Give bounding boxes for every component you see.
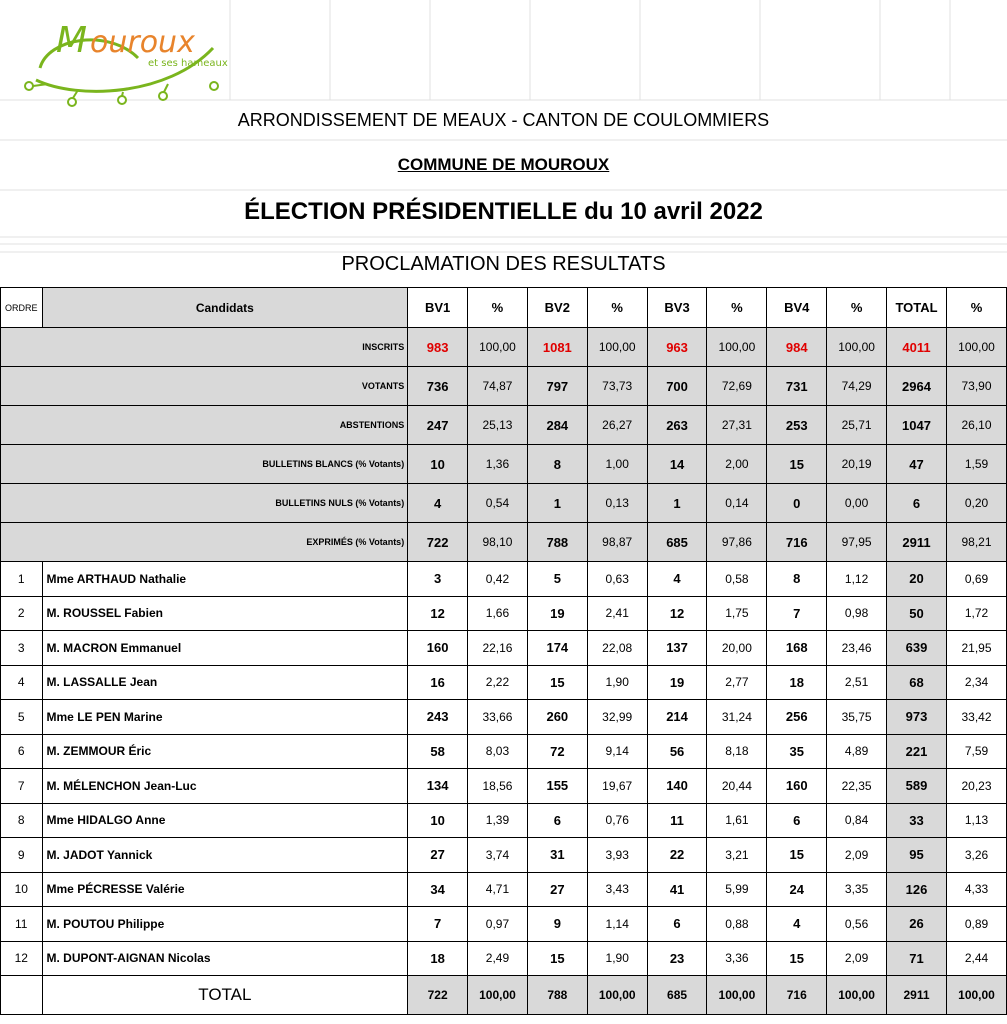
count-cell: 0: [767, 484, 827, 523]
count-cell: 3: [408, 562, 468, 597]
count-cell: 18: [408, 941, 468, 976]
percent-cell: 2,49: [468, 941, 528, 976]
column-header: BV2: [527, 288, 587, 328]
percent-cell: 1,90: [587, 941, 647, 976]
summary-row: [1, 367, 1007, 406]
percent-cell: 4,71: [468, 872, 528, 907]
percent-cell: 0,98: [827, 596, 887, 631]
candidate-name: M. JADOT Yannick: [42, 838, 408, 873]
count-cell: 15: [767, 445, 827, 484]
count-cell: 788: [527, 523, 587, 562]
percent-cell: 33,42: [946, 700, 1006, 735]
count-cell: 1: [647, 484, 707, 523]
candidate-name: Mme LE PEN Marine: [42, 700, 408, 735]
candidate-row: [1, 700, 1007, 735]
percent-cell: 0,97: [468, 907, 528, 942]
candidate-row: [1, 665, 1007, 700]
percent-cell: 27,31: [707, 406, 767, 445]
count-cell: 253: [767, 406, 827, 445]
total-percent-cell: 100,00: [707, 976, 767, 1015]
percent-cell: 22,08: [587, 631, 647, 666]
count-cell: 31: [527, 838, 587, 873]
candidate-order: 5: [1, 700, 43, 735]
count-cell: 2911: [887, 523, 947, 562]
summary-label: BULLETINS NULS (% Votants): [1, 484, 408, 523]
count-cell: 126: [887, 872, 947, 907]
percent-cell: 32,99: [587, 700, 647, 735]
count-cell: 716: [767, 523, 827, 562]
count-cell: 6: [887, 484, 947, 523]
percent-cell: 19,67: [587, 769, 647, 804]
count-cell: 6: [527, 803, 587, 838]
percent-cell: 98,10: [468, 523, 528, 562]
count-cell: 140: [647, 769, 707, 804]
count-cell: 736: [408, 367, 468, 406]
count-cell: 11: [647, 803, 707, 838]
count-cell: 4: [647, 562, 707, 597]
count-cell: 7: [408, 907, 468, 942]
percent-cell: 0,69: [946, 562, 1006, 597]
count-cell: 134: [408, 769, 468, 804]
count-cell: 7: [767, 596, 827, 631]
count-cell: 973: [887, 700, 947, 735]
percent-cell: 20,19: [827, 445, 887, 484]
count-cell: 1081: [527, 328, 587, 367]
table-header-row: [1, 288, 1007, 328]
percent-cell: 0,20: [946, 484, 1006, 523]
count-cell: 214: [647, 700, 707, 735]
percent-cell: 33,66: [468, 700, 528, 735]
percent-cell: 0,58: [707, 562, 767, 597]
count-cell: 4: [767, 907, 827, 942]
count-cell: 15: [767, 838, 827, 873]
total-count-cell: 716: [767, 976, 827, 1015]
candidate-row: [1, 838, 1007, 873]
count-cell: 685: [647, 523, 707, 562]
count-cell: 174: [527, 631, 587, 666]
count-cell: 260: [527, 700, 587, 735]
count-cell: 6: [767, 803, 827, 838]
candidate-name: M. POUTOU Philippe: [42, 907, 408, 942]
count-cell: 15: [767, 941, 827, 976]
total-percent-cell: 100,00: [587, 976, 647, 1015]
candidate-row: [1, 907, 1007, 942]
candidate-name: M. LASSALLE Jean: [42, 665, 408, 700]
percent-cell: 1,13: [946, 803, 1006, 838]
percent-cell: 100,00: [707, 328, 767, 367]
arrondissement-heading: ARRONDISSEMENT DE MEAUX - CANTON DE COULOMMIERS: [237, 110, 770, 130]
count-cell: 2964: [887, 367, 947, 406]
count-cell: 168: [767, 631, 827, 666]
percent-cell: 2,22: [468, 665, 528, 700]
count-cell: 722: [408, 523, 468, 562]
column-header: %: [827, 288, 887, 328]
count-cell: 4011: [887, 328, 947, 367]
count-cell: 22: [647, 838, 707, 873]
election-title: ÉLECTION PRÉSIDENTIELLE du 10 avril 2022: [244, 198, 763, 225]
percent-cell: 1,36: [468, 445, 528, 484]
count-cell: 160: [767, 769, 827, 804]
count-cell: 8: [527, 445, 587, 484]
candidate-row: [1, 562, 1007, 597]
total-percent-cell: 100,00: [827, 976, 887, 1015]
percent-cell: 18,56: [468, 769, 528, 804]
count-cell: 50: [887, 596, 947, 631]
candidate-row: [1, 803, 1007, 838]
summary-row: [1, 328, 1007, 367]
percent-cell: 0,88: [707, 907, 767, 942]
total-row: [1, 976, 1007, 1015]
candidate-name: M. MÉLENCHON Jean-Luc: [42, 769, 408, 804]
percent-cell: 3,26: [946, 838, 1006, 873]
summary-label: INSCRITS: [1, 328, 408, 367]
candidate-name: Mme PÉCRESSE Valérie: [42, 872, 408, 907]
count-cell: 6: [647, 907, 707, 942]
count-cell: 18: [767, 665, 827, 700]
mouroux-logo: [18, 8, 243, 108]
count-cell: 700: [647, 367, 707, 406]
percent-cell: 4,33: [946, 872, 1006, 907]
percent-cell: 26,10: [946, 406, 1006, 445]
percent-cell: 35,75: [827, 700, 887, 735]
count-cell: 34: [408, 872, 468, 907]
count-cell: 41: [647, 872, 707, 907]
count-cell: 24: [767, 872, 827, 907]
svg-text:ouroux: ouroux: [90, 25, 195, 60]
percent-cell: 1,90: [587, 665, 647, 700]
percent-cell: 3,21: [707, 838, 767, 873]
count-cell: 263: [647, 406, 707, 445]
count-cell: 589: [887, 769, 947, 804]
count-cell: 95: [887, 838, 947, 873]
percent-cell: 5,99: [707, 872, 767, 907]
percent-cell: 1,14: [587, 907, 647, 942]
ordre-header: ORDRE: [1, 288, 43, 328]
percent-cell: 25,71: [827, 406, 887, 445]
candidate-order: 7: [1, 769, 43, 804]
percent-cell: 2,00: [707, 445, 767, 484]
count-cell: 256: [767, 700, 827, 735]
count-cell: 221: [887, 734, 947, 769]
percent-cell: 73,73: [587, 367, 647, 406]
percent-cell: 100,00: [468, 328, 528, 367]
count-cell: 56: [647, 734, 707, 769]
percent-cell: 1,39: [468, 803, 528, 838]
percent-cell: 1,59: [946, 445, 1006, 484]
percent-cell: 100,00: [827, 328, 887, 367]
count-cell: 16: [408, 665, 468, 700]
candidate-row: [1, 631, 1007, 666]
count-cell: 35: [767, 734, 827, 769]
count-cell: 10: [408, 445, 468, 484]
count-cell: 12: [408, 596, 468, 631]
candidate-name: Mme ARTHAUD Nathalie: [42, 562, 408, 597]
percent-cell: 25,13: [468, 406, 528, 445]
percent-cell: 2,34: [946, 665, 1006, 700]
candidate-name: M. ROUSSEL Fabien: [42, 596, 408, 631]
summary-label: EXPRIMÉS (% Votants): [1, 523, 408, 562]
count-cell: 1047: [887, 406, 947, 445]
percent-cell: 0,14: [707, 484, 767, 523]
percent-cell: 100,00: [946, 328, 1006, 367]
total-count-cell: 722: [408, 976, 468, 1015]
percent-cell: 100,00: [587, 328, 647, 367]
count-cell: 797: [527, 367, 587, 406]
count-cell: 243: [408, 700, 468, 735]
count-cell: 14: [647, 445, 707, 484]
column-header: TOTAL: [887, 288, 947, 328]
percent-cell: 0,89: [946, 907, 1006, 942]
candidate-name: Mme HIDALGO Anne: [42, 803, 408, 838]
percent-cell: 98,21: [946, 523, 1006, 562]
total-count-cell: 788: [527, 976, 587, 1015]
percent-cell: 20,23: [946, 769, 1006, 804]
percent-cell: 26,27: [587, 406, 647, 445]
count-cell: 20: [887, 562, 947, 597]
count-cell: 983: [408, 328, 468, 367]
candidate-order: 2: [1, 596, 43, 631]
percent-cell: 0,42: [468, 562, 528, 597]
percent-cell: 1,61: [707, 803, 767, 838]
count-cell: 9: [527, 907, 587, 942]
candidate-order: 4: [1, 665, 43, 700]
percent-cell: 2,77: [707, 665, 767, 700]
percent-cell: 3,74: [468, 838, 528, 873]
summary-label: VOTANTS: [1, 367, 408, 406]
percent-cell: 0,76: [587, 803, 647, 838]
count-cell: 19: [527, 596, 587, 631]
total-count-cell: 2911: [887, 976, 947, 1015]
percent-cell: 97,95: [827, 523, 887, 562]
count-cell: 1: [527, 484, 587, 523]
count-cell: 27: [408, 838, 468, 873]
summary-label: ABSTENTIONS: [1, 406, 408, 445]
total-label: TOTAL: [42, 976, 408, 1015]
count-cell: 4: [408, 484, 468, 523]
total-count-cell: 685: [647, 976, 707, 1015]
results-table: [0, 287, 1007, 1015]
summary-label: BULLETINS BLANCS (% Votants): [1, 445, 408, 484]
count-cell: 247: [408, 406, 468, 445]
count-cell: 160: [408, 631, 468, 666]
percent-cell: 1,12: [827, 562, 887, 597]
percent-cell: 1,75: [707, 596, 767, 631]
count-cell: 47: [887, 445, 947, 484]
svg-text:M: M: [56, 20, 88, 61]
percent-cell: 3,36: [707, 941, 767, 976]
percent-cell: 74,29: [827, 367, 887, 406]
count-cell: 284: [527, 406, 587, 445]
count-cell: 26: [887, 907, 947, 942]
percent-cell: 23,46: [827, 631, 887, 666]
percent-cell: 2,44: [946, 941, 1006, 976]
percent-cell: 22,35: [827, 769, 887, 804]
count-cell: 731: [767, 367, 827, 406]
count-cell: 639: [887, 631, 947, 666]
candidate-row: [1, 769, 1007, 804]
candidate-order: 10: [1, 872, 43, 907]
percent-cell: 74,87: [468, 367, 528, 406]
percent-cell: 0,13: [587, 484, 647, 523]
column-header: BV3: [647, 288, 707, 328]
percent-cell: 0,56: [827, 907, 887, 942]
proclamation-heading: PROCLAMATION DES RESULTATS: [341, 253, 666, 275]
percent-cell: 8,03: [468, 734, 528, 769]
candidate-order: 11: [1, 907, 43, 942]
candidate-name: M. DUPONT-AIGNAN Nicolas: [42, 941, 408, 976]
column-header: %: [946, 288, 1006, 328]
candidate-row: [1, 941, 1007, 976]
candidate-name: M. ZEMMOUR Éric: [42, 734, 408, 769]
percent-cell: 21,95: [946, 631, 1006, 666]
count-cell: 72: [527, 734, 587, 769]
percent-cell: 8,18: [707, 734, 767, 769]
summary-row: [1, 445, 1007, 484]
count-cell: 19: [647, 665, 707, 700]
count-cell: 27: [527, 872, 587, 907]
count-cell: 8: [767, 562, 827, 597]
percent-cell: 3,35: [827, 872, 887, 907]
percent-cell: 22,16: [468, 631, 528, 666]
commune-heading: COMMUNE DE MOUROUX: [397, 155, 610, 174]
percent-cell: 1,00: [587, 445, 647, 484]
percent-cell: 4,89: [827, 734, 887, 769]
percent-cell: 20,00: [707, 631, 767, 666]
percent-cell: 0,84: [827, 803, 887, 838]
summary-row: [1, 523, 1007, 562]
percent-cell: 2,51: [827, 665, 887, 700]
percent-cell: 97,86: [707, 523, 767, 562]
svg-text:et ses hameaux: et ses hameaux: [148, 58, 228, 69]
candidate-order: 12: [1, 941, 43, 976]
count-cell: 963: [647, 328, 707, 367]
percent-cell: 1,66: [468, 596, 528, 631]
candidate-row: [1, 596, 1007, 631]
percent-cell: 1,72: [946, 596, 1006, 631]
count-cell: 23: [647, 941, 707, 976]
summary-row: [1, 484, 1007, 523]
candidate-name: M. MACRON Emmanuel: [42, 631, 408, 666]
count-cell: 137: [647, 631, 707, 666]
candidate-order: 6: [1, 734, 43, 769]
count-cell: 71: [887, 941, 947, 976]
column-header: BV1: [408, 288, 468, 328]
percent-cell: 2,41: [587, 596, 647, 631]
total-blank-cell: [1, 976, 43, 1015]
candidate-order: 9: [1, 838, 43, 873]
percent-cell: 3,93: [587, 838, 647, 873]
percent-cell: 73,90: [946, 367, 1006, 406]
percent-cell: 7,59: [946, 734, 1006, 769]
candidate-row: [1, 872, 1007, 907]
candidate-order: 1: [1, 562, 43, 597]
percent-cell: 0,00: [827, 484, 887, 523]
column-header: %: [707, 288, 767, 328]
percent-cell: 72,69: [707, 367, 767, 406]
percent-cell: 0,54: [468, 484, 528, 523]
percent-cell: 0,63: [587, 562, 647, 597]
count-cell: 58: [408, 734, 468, 769]
percent-cell: 3,43: [587, 872, 647, 907]
total-percent-cell: 100,00: [946, 976, 1006, 1015]
count-cell: 155: [527, 769, 587, 804]
count-cell: 12: [647, 596, 707, 631]
percent-cell: 2,09: [827, 941, 887, 976]
percent-cell: 2,09: [827, 838, 887, 873]
count-cell: 68: [887, 665, 947, 700]
candidate-order: 8: [1, 803, 43, 838]
total-percent-cell: 100,00: [468, 976, 528, 1015]
count-cell: 984: [767, 328, 827, 367]
percent-cell: 98,87: [587, 523, 647, 562]
percent-cell: 9,14: [587, 734, 647, 769]
candidate-row: [1, 734, 1007, 769]
candidate-order: 3: [1, 631, 43, 666]
percent-cell: 31,24: [707, 700, 767, 735]
count-cell: 15: [527, 665, 587, 700]
column-header: %: [468, 288, 528, 328]
count-cell: 5: [527, 562, 587, 597]
count-cell: 10: [408, 803, 468, 838]
summary-row: [1, 406, 1007, 445]
column-header: BV4: [767, 288, 827, 328]
count-cell: 33: [887, 803, 947, 838]
candidats-header: Candidats: [42, 288, 408, 328]
column-header: %: [587, 288, 647, 328]
count-cell: 15: [527, 941, 587, 976]
percent-cell: 20,44: [707, 769, 767, 804]
